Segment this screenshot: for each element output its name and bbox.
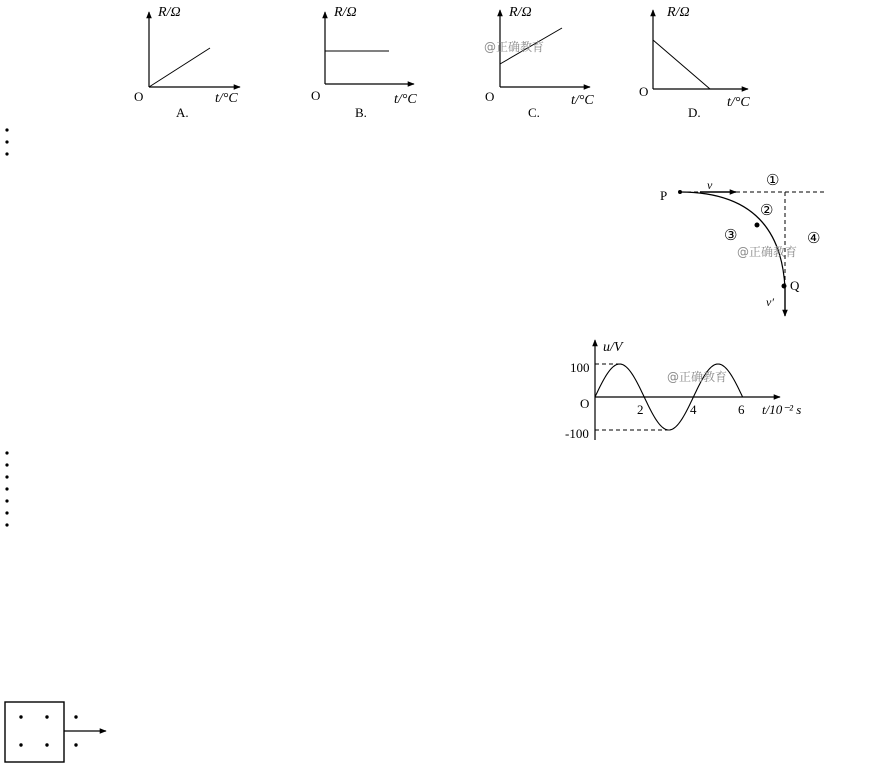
path-label-2: ② [760,203,774,219]
y-axis-label: R/Ω [158,5,181,20]
bullet-dot [5,463,8,466]
x-axis-label: t/10⁻² s [762,402,802,417]
y-axis-label: R/Ω [667,5,690,20]
margin-bullets-middle [5,451,8,526]
field-dot [74,715,77,718]
x-axis-label: t/°C [571,93,594,108]
bullet-dot [5,140,8,143]
option-label: C. [528,105,540,120]
velocity-start-label: v [707,178,713,192]
field-dot [19,743,22,746]
origin-label: O [580,396,590,411]
watermark: @正确教育 [737,245,798,259]
y-axis-label: R/Ω [334,5,357,20]
y-max-label: 100 [570,360,590,375]
graph-c [484,5,594,120]
x-axis-label: t/°C [727,95,750,110]
origin-label: O [485,89,495,104]
x-tick-label: 2 [637,402,644,417]
sine-graph [565,340,801,441]
bullet-dot [5,128,8,131]
y-axis-label: u/V [603,340,623,355]
field-dot [74,743,77,746]
path-label-3: ③ [724,228,738,244]
field-dot [19,715,22,718]
x-axis-label: t/°C [394,92,417,107]
field-dot [45,715,48,718]
midpoint-dot [755,223,760,228]
x-tick-label: 6 [738,402,745,417]
graph-b [311,5,417,120]
graph-a [134,5,240,120]
square-frame [5,702,64,762]
bullet-dot [5,499,8,502]
graph-d [639,5,750,120]
bullet-dot [5,451,8,454]
bullet-dot [5,511,8,514]
option-label: D. [688,105,701,120]
trajectory-diagram [660,173,825,316]
velocity-end-label: v′ [766,295,774,309]
x-axis-label: t/°C [215,91,238,106]
bullet-dot [5,523,8,526]
margin-bullets-top [5,128,8,155]
bullet-dot [5,475,8,478]
watermark: @正确教育 [667,370,728,384]
bullet-dot [5,152,8,155]
point-q-dot [782,284,787,289]
origin-label: O [639,84,649,99]
y-min-label: -100 [565,426,589,441]
origin-label: O [311,88,321,103]
point-p-label: P [660,188,668,203]
bullet-dot [5,487,8,490]
path-label-1: ① [766,173,780,189]
x-tick-label: 4 [690,402,697,417]
option-label: A. [176,105,189,120]
origin-label: O [134,89,144,104]
y-axis-label: R/Ω [509,5,532,20]
field-dot [45,743,48,746]
point-q-label: Q [790,278,800,293]
path-label-4: ④ [807,231,821,247]
graph-line [149,48,210,87]
option-label: B. [355,105,367,120]
graph-line [653,40,710,89]
box-diagram [5,702,106,762]
watermark: @正确教育 [484,40,545,54]
point-p-dot [678,190,682,194]
